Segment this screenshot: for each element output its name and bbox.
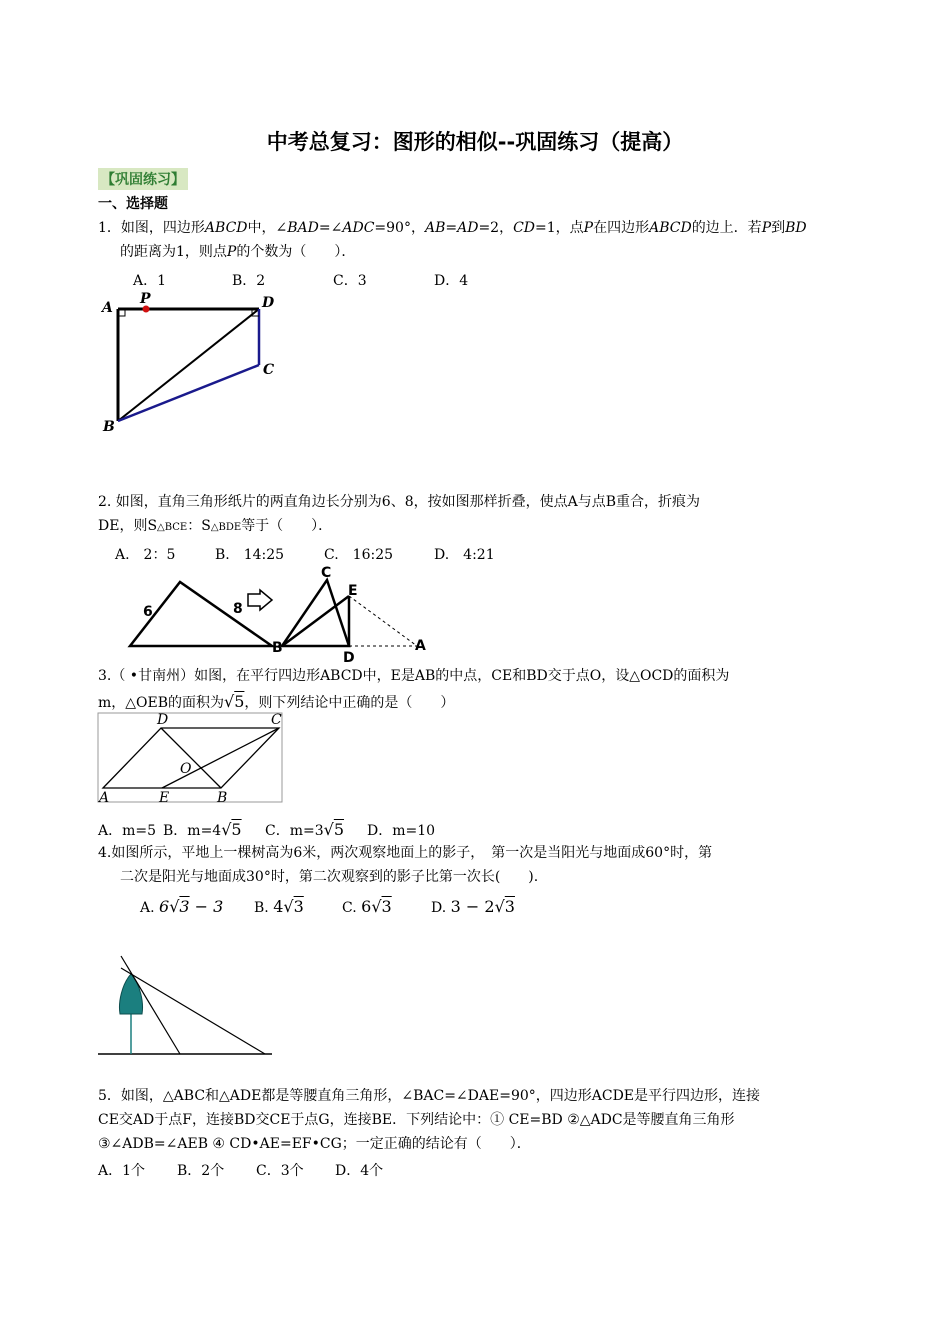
q3-option-b: B．m=4√5	[163, 820, 242, 839]
q3-option-d: D．m=10	[367, 823, 436, 839]
tree-icon	[119, 974, 142, 1014]
q5-option-d: D．4个	[335, 1163, 384, 1179]
q1-label-d: D	[262, 295, 275, 311]
q3-text-line1: 3.（ •甘南州）如图，在平行四边形ABCD中，E是AB的中点，CE和BD交于点O，设△OCD的面积为	[98, 668, 730, 684]
q2-option-b: B. 14:25	[215, 547, 285, 563]
q1-label-b: B	[103, 419, 115, 435]
q2-label-d: D	[343, 650, 355, 666]
q2-label-e: E	[348, 583, 358, 599]
q1-label-a: A	[102, 300, 113, 316]
q2-label-six: 6	[143, 604, 153, 620]
q5-option-a: A．1个	[98, 1163, 146, 1179]
q1-option-a: A．1	[133, 273, 167, 289]
q3-label-a: A	[99, 790, 110, 806]
q3-label-o: O	[180, 761, 192, 777]
q3-text-line2: m，△OEB的面积为√5，则下列结论中正确的是（ ）	[98, 692, 455, 711]
q1-text-line2: 的距离为1，则点P的个数为（ ）．	[120, 244, 356, 260]
q3-option-a: A．m=5	[98, 823, 157, 839]
q4-option-a: A. 6√3 − 3	[140, 897, 224, 916]
q5-text-line3: ③∠ADB=∠AEB ④ CD•AE=EF•CG；一定正确的结论有（ ）．	[98, 1136, 531, 1152]
q2-label-c: C	[321, 565, 332, 581]
q1-label-c: C	[263, 362, 275, 378]
q1-option-c: C．3	[333, 273, 367, 289]
q4-option-c: C. 6√3	[342, 897, 392, 916]
q2-option-d: D. 4:21	[434, 547, 495, 563]
q3-label-b: B	[217, 790, 228, 806]
page-title: 中考总复习：图形的相似--巩固练习（提高）	[266, 130, 684, 154]
q3-radical: √5	[224, 692, 245, 711]
q3-label-e: E	[159, 790, 170, 806]
q2-label-eight: 8	[233, 601, 243, 617]
q5-text-line2: CE交AD于点F，连接BD交CE于点G，连接BE．下列结论中：① CE=BD ②△ADC是等腰直角三角形	[98, 1112, 735, 1128]
section-heading: 一、选择题	[98, 196, 168, 212]
q2-text-line1: 2. 如图，直角三角形纸片的两直角边长分别为6、8，按如图那样折叠，使点A与点B重合，折痕为	[98, 494, 701, 510]
q5-option-c: C．3个	[256, 1163, 304, 1179]
q2-text-line2: DE，则S△BCE：S△BDE等于（ ）．	[98, 518, 333, 534]
q4-text-line1: 4.如图所示，平地上一棵树高为6米，两次观察地面上的影子， 第一次是当阳光与地面成60°时，第	[98, 845, 713, 861]
q2-option-c: C. 16:25	[324, 547, 394, 563]
q3-option-c: C．m=3√5	[265, 820, 345, 839]
q5-text-line1: 5．如图，△ABC和△ADE都是等腰直角三角形，∠BAC=∠DAE=90°，四边形ACDE是平行四边形，连接	[98, 1088, 761, 1104]
q3-label-d: D	[157, 712, 169, 728]
q3-label-c: C	[271, 712, 282, 728]
q4-option-b: B. 4√3	[254, 897, 304, 916]
q2-label-a: A	[415, 638, 426, 654]
q2-label-b1: B	[272, 640, 283, 656]
q1-option-b: B．2	[232, 273, 266, 289]
q4-option-d: D. 3 − 2√3	[431, 897, 515, 916]
q1-option-d: D．4	[434, 273, 469, 289]
section-tag: 【巩固练习】	[98, 168, 188, 190]
q4-text-line2: 二次是阳光与地面成30°时，第二次观察到的影子比第一次长( ).	[120, 869, 539, 885]
q1-text-line1: 1．如图，四边形ABCD中，∠BAD=∠ADC=90°，AB=AD=2，CD=1，点P在四边形ABCD的边上．若P到BD	[98, 220, 807, 236]
q5-option-b: B．2个	[177, 1163, 225, 1179]
q2-option-a: A. 2：5	[115, 547, 176, 563]
q1-label-p: P	[140, 291, 151, 307]
